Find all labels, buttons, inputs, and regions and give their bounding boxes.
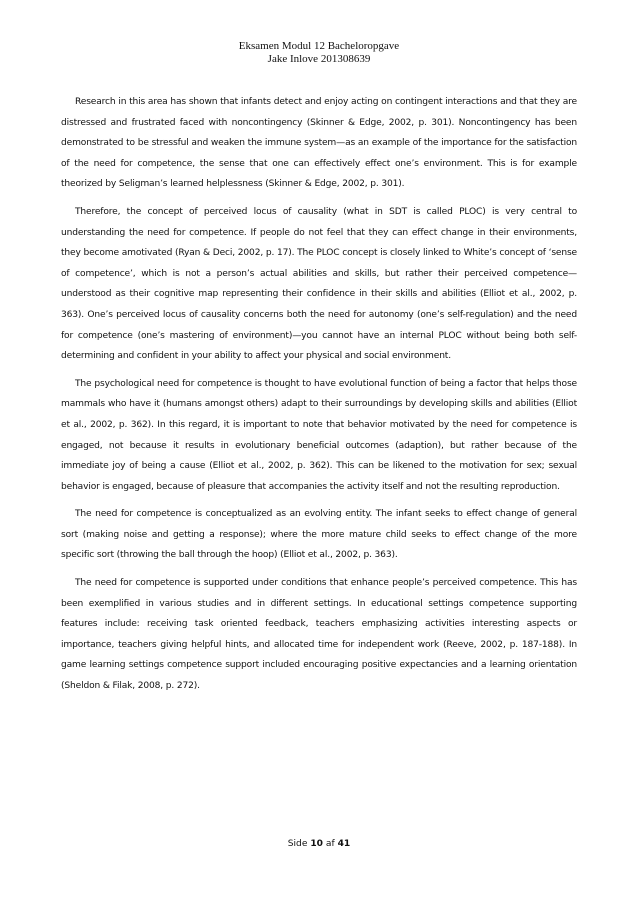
header-exam-title: Eksamen Modul 12 Bacheloropgave bbox=[238, 40, 400, 52]
paragraph: The psychological need for competence is thought to have evolutional function of being a factor that helps those mammals who have it (humans amongst others) adapt to their surroundings by developing skills and abilities (Elliot et al., 2002, p. 362). In this regard, it is important to note that behavior motivated by the need for competence is engaged, not because it results in evolutionary beneficial outcomes (adaption), but rather because of the immediate joy of being a cause (Elliot et al., 2002, p. 362). This can be likened to the motivation for sex; sexual behavior is engaged, because of pleasure that accompanies the activity itself and not the resulting reproduction. bbox=[61, 378, 577, 492]
total-page-count: 41 bbox=[337, 839, 351, 849]
header-author: Jake Inlove 201308639 bbox=[267, 53, 371, 65]
page-label-prefix: Side bbox=[287, 839, 308, 849]
paragraph: Research in this area has shown that infants detect and enjoy acting on contingent interactions and that they are distressed and frustrated faced with noncontingency (Skinner & Edge, 2002, p. 301). Noncontingency has been demonstrated to be stressful and weaken the immune system—as an example of the importance for the satisfaction of the need for competence, the sense that one can effectively effect one’s environment. This is for example theorized by Seligman’s learned helplessness (Skinner & Edge, 2002, p. 301). bbox=[61, 97, 577, 190]
current-page-number: 10 bbox=[310, 839, 323, 849]
paragraph: The need for competence is supported under conditions that enhance people’s perceived competence. This has been exemplified in various studies and in different settings. In educational settings competence supporting features include: receiving task oriented feedback, teachers emphasizing activities interesting aspects or importance, teachers giving helpful hints, and allocated time for independent work (Reeve, 2002, p. 187-188). In game learning settings competence support included encouraging positive expectancies and a learning orientation (Sheldon & Filak, 2008, p. 272). bbox=[61, 578, 577, 692]
page-footer bbox=[0, 839, 638, 849]
document-body bbox=[61, 92, 577, 704]
paragraph: The need for competence is conceptualized as an evolving entity. The infant seeks to effect change of general sort (making noise and getting a response); where the more mature child seeks to effect change of the more specific sort (throwing the ball through the hoop) (Elliot et al., 2002, p. 363). bbox=[61, 509, 577, 561]
page-label-of: af bbox=[325, 839, 335, 849]
page-header bbox=[0, 40, 638, 66]
paragraph: Therefore, the concept of perceived locus of causality (what in SDT is called PLOC) is very central to understanding the need for competence. If people do not feel that they can effect change in their environments, they become amotivated (Ryan & Deci, 2002, p. 17). The PLOC concept is closely linked to White’s concept of ‘sense of competence’, which is not a person’s actual abilities and skills, but rather their perceived competence—understood as their cognitive map representing their confidence in their skills and abilities (Elliot et al., 2002, p. 363). One’s perceived locus of causality concerns both the need for autonomy (one’s self-regulation) and the need for competence (one’s mastering of environment)—you cannot have an internal PLOC without being both self-determining and confident in your ability to affect your physical and social environment. bbox=[61, 206, 577, 362]
